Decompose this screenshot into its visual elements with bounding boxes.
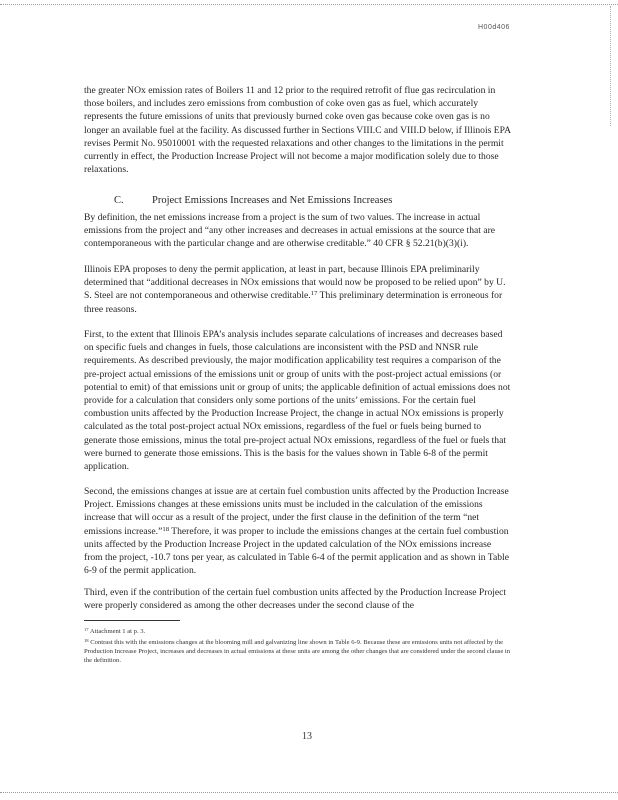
footnote-17 [84, 627, 516, 636]
section-number: C. [114, 195, 124, 206]
footnote-17-text: Attachment 1 at p. 3. [88, 628, 146, 635]
footnote-ref-17[interactable]: 17 [310, 290, 318, 298]
third-reason-paragraph: Third, even if the contribution of the certain fuel combustion units affected by the Production Increase Project were properly considered as among the other decreases under the second clause of the [84, 587, 507, 612]
definition-paragraph: By definition, the net emissions increase from a project is the sum of two values. The increase in actual emissions from the project and “any other increases and decreases in actual emissions at the source that are contemporaneous with the particular change and are otherwise creditable.” 40 CFR § 52.21(b)(3)(i). [84, 212, 496, 250]
footnote-18-text: Contrast this with the emissions changes at the blooming mill and galvanizing line shown in Table 6-9. Because these are emissions units not affected by the Production Increase Project, increases and decreases in actual emissions at these units are among the other changes that are considered under the second clause in the definition. [84, 639, 511, 664]
second-reason-tail-text: Therefore, it was proper to include the emissions changes at the certain fuel combustion units affected by the Production Increase Project in the updated calculation of the NOx emissions increase from the project, -10.7 tons per year, as calculated in Table 6-4 of the permit application and as shown in Table 6-9 of the permit application. [84, 525, 509, 577]
intro-paragraph: the greater NOx emission rates of Boilers 11 and 12 prior to the required retrofit of flue gas recirculation in those boilers, and includes zero emissions from combustion of coke oven gas as fuel, which accurately represents the future emissions of units that previously burned coke oven gas because coke oven gas is no longer an available fuel at the facility. As discussed further in Sections VIII.C and VIII.D below, if Illinois EPA revises Permit No. 95010001 with the requested relaxations and other changes to the limitations in the permit currently in effect, the Production Increase Project will not become a major modification solely due to those relaxations. [84, 85, 511, 176]
second-reason-paragraph [84, 485, 512, 577]
proposal-tail-text: This preliminary determination is erroneous for three reasons. [84, 290, 503, 315]
footnote-divider [84, 620, 180, 621]
footnote-ref-18[interactable]: 18 [162, 525, 170, 533]
footnote-18 [84, 638, 516, 665]
page-number: 13 [302, 731, 312, 742]
proposal-text: Illinois EPA proposes to deny the permit application, at least in part, because Illinois EPA preliminarily determined that “additional decreases in NOx emissions that would now be proposed to be relied upon” by U. S. Steel are not contemporaneous and otherwise creditable. [84, 264, 506, 302]
scan-edge-top [0, 4, 618, 5]
first-reason-paragraph: First, to the extent that Illinois EPA’s analysis includes separate calculations of increases and decreases based on specific fuels and changes in fuels, those calculations are inconsistent with the PSD and NNSR rule requirements. As described previously, the major modification applicability test requires a comparison of the pre-project actual emissions of the emissions unit or group of units with the post-project actual emissions (or potential to emit) of that emissions unit or group of units; the applicable definition of actual emissions does not provide for a calculation that considers only some portions of the units’ emissions. For the certain fuel combustion units affected by the Production Increase Project, the change in actual NOx emissions is properly calculated as the total post-project actual NOx emissions, regardless of the fuel or fuels being burned to generate those emissions, minus the total pre-project actual NOx emissions, regardless of the fuel or fuels that were burned to generate those emissions. This is the basis for the values shown in Table 6-8 of the permit application. [84, 329, 511, 473]
section-heading [114, 194, 392, 208]
second-reason-text: Second, the emissions changes at issue are at certain fuel combustion units affected by the Production Increase Project. Emissions changes at these emissions units must be included in the calculation of the emissions increase that will occur as a result of the project, under the first clause in the definition of the term “net emissions increase.” [84, 486, 509, 537]
footnote-17-marker: 17 [84, 626, 89, 632]
section-title: Project Emissions Increases and Net Emissions Increases [152, 195, 393, 206]
scan-edge-right [610, 6, 611, 126]
footnote-18-marker: 18 [84, 637, 89, 643]
bates-number: H00d406 [478, 24, 510, 31]
scan-edge-bottom [0, 792, 618, 793]
proposal-paragraph [84, 263, 512, 316]
